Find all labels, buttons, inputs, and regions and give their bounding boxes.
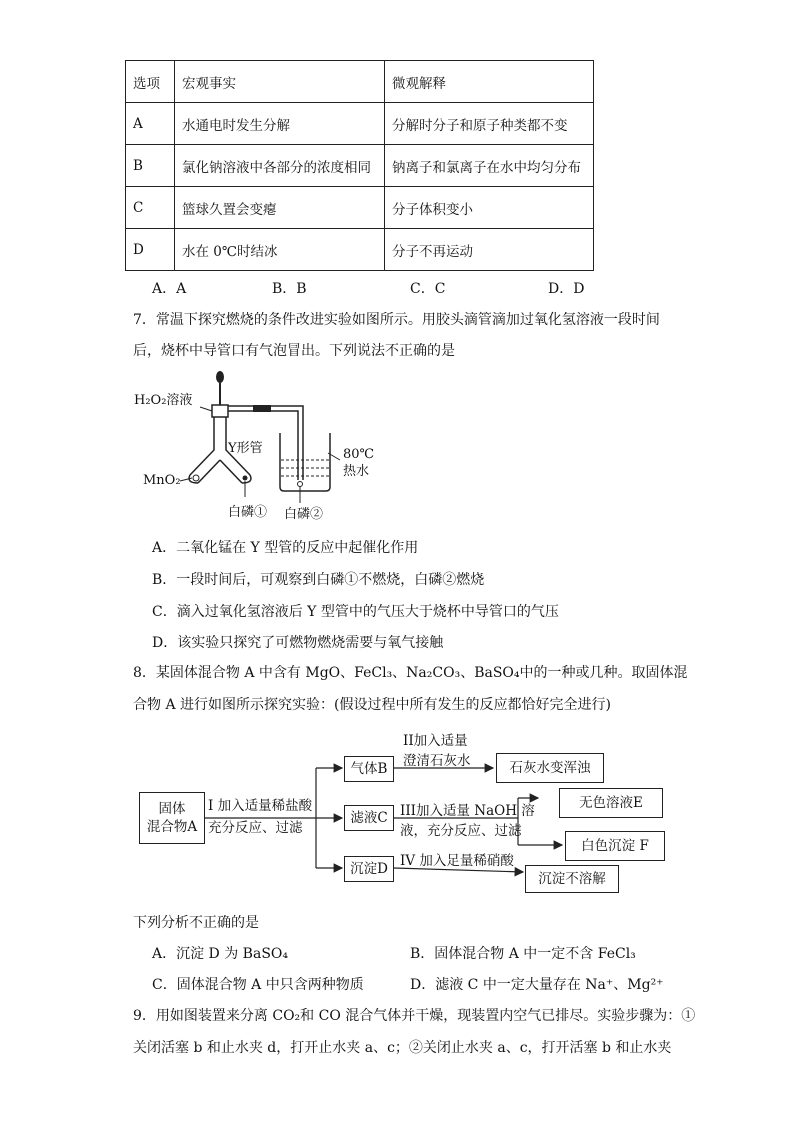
dropper-bulb — [216, 371, 224, 383]
q7-stem-line1: 7．常温下探究燃烧的条件改进实验如图所示。用胶头滴管滴加过氧化氢溶液一段时间 — [133, 312, 660, 328]
q8-prompt: 下列分析不正确的是 — [133, 915, 259, 931]
q8-option-d: D．滤液 C 中一定大量存在 Na⁺、Mg²⁺ — [410, 977, 664, 993]
table-cell: 分解时分子和原子种类都不变 — [385, 103, 594, 145]
q6-option-c: C．C — [410, 281, 446, 297]
step2-text-a: II加入适量 — [403, 733, 468, 749]
q7-option-c: C．滴入过氧化氢溶液后 Y 型管中的气压大于烧杯中导管口的气压 — [152, 604, 559, 620]
label-h2o2: H₂O₂溶液 — [134, 393, 193, 408]
step2-text-b: 澄清石灰水 — [403, 753, 471, 769]
mno2-particle — [193, 475, 199, 481]
box-precipitate-f: 白色沉淀 F — [565, 831, 665, 861]
table-cell: 水在 0℃时结冰 — [175, 229, 385, 271]
solid-a-line1: 固体 — [158, 801, 186, 817]
white-phosphorus-1 — [243, 476, 248, 481]
q7-option-a: A．二氧化锰在 Y 型管的反应中起催化作用 — [152, 540, 419, 556]
step1-text-a: I 加入适量稀盐酸 — [208, 798, 313, 814]
q6-option-b: B．B — [272, 281, 307, 297]
box-gas-b: 气体B — [344, 756, 394, 782]
label-phosphorus-1: 白磷① — [228, 505, 268, 520]
q7-option-b: B．一段时间后，可观察到白磷①不燃烧，白磷②燃烧 — [152, 572, 485, 588]
box-filtrate-c: 滤液C — [344, 805, 394, 831]
table-cell: 分子不再运动 — [385, 229, 594, 271]
rubber-joint — [253, 405, 271, 412]
box-limewater: 石灰水变浑浊 — [496, 753, 604, 783]
step4-text: IV 加入足量稀硝酸 — [400, 853, 514, 869]
box-solid-a — [139, 792, 205, 844]
box-precipitate-d: 沉淀D — [344, 856, 394, 882]
label-temp: 80℃ — [343, 447, 375, 462]
q8-option-b: B．固体混合物 A 中一定不含 FeCl₃ — [410, 946, 636, 962]
table-row — [126, 145, 594, 187]
table-cell: C — [126, 187, 175, 229]
label-mno2: MnO₂ — [143, 473, 181, 488]
y-tube-inner — [198, 460, 242, 483]
table-header-cell: 宏观事实 — [175, 61, 385, 103]
q8-stem-line2: 合物 A 进行如图所示探究实验：(假设过程中所有发生的反应都恰好完全进行) — [133, 697, 611, 713]
q7-stem-line2: 后，烧杯中导管口有气泡冒出。下列说法不正确的是 — [133, 343, 455, 359]
table-header-cell: 微观解释 — [385, 61, 594, 103]
q9-stem-line1: 9．用如图装置来分离 CO₂和 CO 混合气体并干燥，现装置内空气已排尽。实验步骤为：① — [133, 1008, 696, 1024]
table-cell: 氯化钠溶液中各部分的浓度相同 — [175, 145, 385, 187]
facts-table — [125, 60, 594, 271]
q9-stem-line2: 关闭活塞 b 和止水夹 d，打开止水夹 a、c；②关闭止水夹 a、c，打开活塞 b 和止水夹 — [133, 1040, 672, 1056]
table-cell: 篮球久置会变瘪 — [175, 187, 385, 229]
leader-line — [200, 407, 212, 411]
step1-text-b: 充分反应、过滤 — [208, 820, 303, 836]
label-y-tube: Y形管 — [228, 441, 263, 456]
table-cell: 水通电时发生分解 — [175, 103, 385, 145]
table-cell: B — [126, 145, 175, 187]
q6-option-a: A．A — [152, 281, 187, 297]
table-cell: D — [126, 229, 175, 271]
q7-option-d: D．该实验只探究了可燃物燃烧需要与氧气接触 — [152, 635, 444, 651]
table-cell: A — [126, 103, 175, 145]
label-phosphorus-2: 白磷② — [284, 507, 324, 522]
box-insoluble: 沉淀不溶解 — [525, 865, 619, 893]
box-solution-e: 无色溶液E — [559, 788, 663, 818]
white-phosphorus-2 — [298, 482, 303, 487]
table-cell: 分子体积变小 — [385, 187, 594, 229]
q6-option-d: D．D — [548, 281, 585, 297]
q8-option-a: A．沉淀 D 为 BaSO₄ — [152, 946, 289, 962]
solid-a-line2: 混合物A — [146, 819, 198, 835]
table-header-cell: 选项 — [126, 61, 175, 103]
q8-option-c: C．固体混合物 A 中只含两种物质 — [152, 977, 364, 993]
q8-stem-line1: 8．某固体混合物 A 中含有 MgO、FeCl₃、Na₂CO₃、BaSO₄中的一种或几种。取固体混 — [133, 665, 688, 681]
label-hot-water: 热水 — [343, 464, 370, 479]
stopper — [212, 405, 228, 417]
table-row — [126, 229, 594, 271]
table-header-row — [126, 61, 594, 103]
table-cell: 钠离子和氯离子在水中均匀分布 — [385, 145, 594, 187]
step3-text-b: 液，充分反应、过滤 — [400, 823, 522, 839]
beaker — [280, 433, 330, 491]
table-row — [126, 103, 594, 145]
table-row — [126, 187, 594, 229]
step3-text-a: III加入适量 NaOH 溶 — [400, 803, 535, 819]
